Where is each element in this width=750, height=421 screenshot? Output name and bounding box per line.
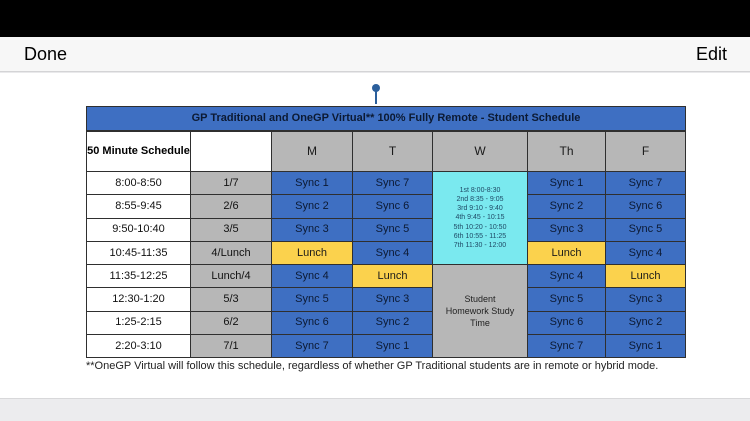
day-header-fri: F (605, 131, 686, 172)
wednesday-period-time: 5th 10:20 - 10:50 (453, 223, 507, 231)
done-button[interactable]: Done (24, 44, 68, 64)
time-cell: 9:50-10:40 (86, 218, 191, 242)
period-cell: 4/Lunch (190, 241, 272, 265)
thu-cell: Lunch (527, 241, 606, 265)
mon-cell: Lunch (271, 241, 353, 265)
tue-cell: Sync 5 (352, 218, 433, 242)
schedule-table (86, 106, 686, 357)
day-header-mon: M (271, 131, 353, 172)
tue-cell: Sync 4 (352, 241, 433, 265)
mon-cell: Sync 6 (271, 311, 353, 335)
wednesday-period-time: 2nd 8:35 - 9:05 (456, 196, 504, 204)
thu-cell: Sync 5 (527, 287, 606, 311)
tue-cell: Sync 2 (352, 311, 433, 335)
fri-cell: Lunch (605, 264, 686, 288)
time-cell: 8:00-8:50 (86, 171, 191, 195)
fri-cell: Sync 4 (605, 241, 686, 265)
time-cell: 11:35-12:25 (86, 264, 191, 288)
mon-cell: Sync 3 (271, 218, 353, 242)
time-cell: 8:55-9:45 (86, 194, 191, 218)
tue-cell: Sync 1 (352, 334, 433, 358)
wednesday-period-time: 3rd 9:10 - 9:40 (457, 205, 503, 213)
mon-cell: Sync 2 (271, 194, 353, 218)
mon-cell: Sync 7 (271, 334, 353, 358)
thu-cell: Sync 3 (527, 218, 606, 242)
bottom-toolbar (0, 398, 750, 421)
tue-cell: Sync 3 (352, 287, 433, 311)
status-bar (0, 0, 750, 37)
tue-cell: Lunch (352, 264, 433, 288)
wednesday-period-time: 7th 11:30 - 12:00 (453, 241, 507, 249)
edit-button[interactable]: Edit (696, 44, 728, 64)
fri-cell: Sync 3 (605, 287, 686, 311)
tue-cell: Sync 7 (352, 171, 433, 195)
mon-cell: Sync 4 (271, 264, 353, 288)
wednesday-study-block (432, 264, 528, 358)
tue-cell: Sync 6 (352, 194, 433, 218)
thu-cell: Sync 7 (527, 334, 606, 358)
time-cell: 10:45-11:35 (86, 241, 191, 265)
fri-cell: Sync 1 (605, 334, 686, 358)
period-cell: 6/2 (190, 311, 272, 335)
wednesday-period-time: 4th 9:45 - 10:15 (455, 214, 505, 222)
fri-cell: Sync 5 (605, 218, 686, 242)
wednesday-period-time: 1st 8:00-8:30 (459, 187, 501, 195)
thu-cell: Sync 6 (527, 311, 606, 335)
fri-cell: Sync 6 (605, 194, 686, 218)
thu-cell: Sync 4 (527, 264, 606, 288)
schedule-footnote: **OneGP Virtual will follow this schedule, regardless of whether GP Traditional students are in remote or hybrid mode. (86, 360, 659, 372)
period-cell: Lunch/4 (190, 264, 272, 288)
time-cell: 1:25-2:15 (86, 311, 191, 335)
thu-cell: Sync 2 (527, 194, 606, 218)
schedule-header-label: 50 Minute Schedule (86, 131, 191, 172)
day-header-tue: T (352, 131, 433, 172)
navigation-bar (0, 37, 750, 72)
wednesday-sync-block (432, 171, 528, 265)
schedule-title: GP Traditional and OneGP Virtual** 100% Fully Remote - Student Schedule (86, 106, 686, 131)
wednesday-study-label: Student Homework Study Time (445, 293, 515, 329)
time-cell: 12:30-1:20 (86, 287, 191, 311)
period-cell: 5/3 (190, 287, 272, 311)
fri-cell: Sync 2 (605, 311, 686, 335)
day-header-wed: W (432, 131, 528, 172)
period-header (190, 131, 272, 172)
mon-cell: Sync 1 (271, 171, 353, 195)
period-cell: 3/5 (190, 218, 272, 242)
day-header-thu: Th (527, 131, 606, 172)
mon-cell: Sync 5 (271, 287, 353, 311)
time-cell: 2:20-3:10 (86, 334, 191, 358)
thu-cell: Sync 1 (527, 171, 606, 195)
wednesday-period-time: 6th 10:55 - 11:25 (453, 232, 507, 240)
period-cell: 1/7 (190, 171, 272, 195)
pin-icon (372, 84, 380, 104)
fri-cell: Sync 7 (605, 171, 686, 195)
period-cell: 7/1 (190, 334, 272, 358)
period-cell: 2/6 (190, 194, 272, 218)
